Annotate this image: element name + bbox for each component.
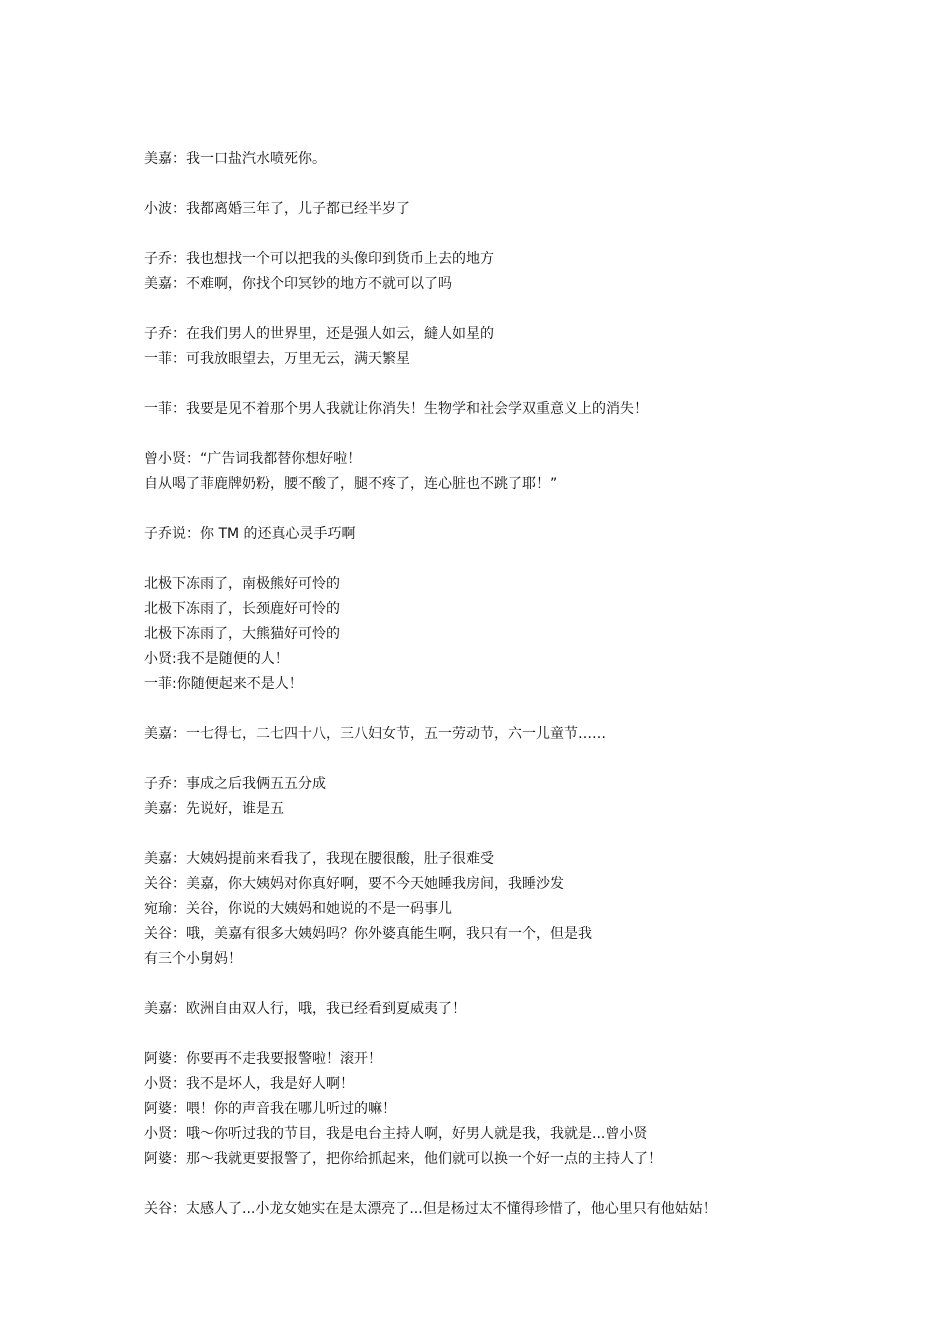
text-line: 子乔：事成之后我俩五五分成 xyxy=(144,776,326,792)
text-line: 小波：我都离婚三年了，儿子都已经半岁了 xyxy=(144,201,410,217)
text-line: 宛瑜：关谷，你说的大姨妈和她说的不是一码事儿 xyxy=(144,901,452,917)
blank-line xyxy=(144,172,934,197)
document-body xyxy=(144,147,934,1222)
text-line: 美嘉：先说好，谁是五 xyxy=(144,801,284,817)
text-line: 阿婆：那～我就更要报警了，把你给抓起来，他们就可以换一个好一点的主持人了！ xyxy=(144,1151,662,1167)
text-line: 有三个小舅妈！ xyxy=(144,951,242,967)
text-line: 美嘉：不难啊，你找个印冥钞的地方不就可以了吗 xyxy=(144,276,452,292)
text-line: 自从喝了菲鹿牌奶粉，腰不酸了，腿不疼了，连心脏也不跳了耶！” xyxy=(144,476,558,492)
blank-line xyxy=(144,297,934,322)
text-line: 阿婆：喂！你的声音我在哪儿听过的嘛！ xyxy=(144,1101,396,1117)
text-line: 子乔：在我们男人的世界里，还是强人如云，繨人如星的 xyxy=(144,326,494,342)
text-line: 关谷：太感人了...小龙女她实在是太漂亮了...但是杨过太不懂得珍惜了，他心里只有他姑姑！ xyxy=(144,1201,717,1217)
blank-line xyxy=(144,747,934,772)
blank-line xyxy=(144,547,934,572)
text-line: 一菲：我要是见不着那个男人我就让你消失！生物学和社会学双重意义上的消失！ xyxy=(144,401,648,417)
text-line: 北极下冻雨了，大熊猫好可怜的 xyxy=(144,626,340,642)
text-line: 关谷：美嘉，你大姨妈对你真好啊，要不今天她睡我房间，我睡沙发 xyxy=(144,876,564,892)
text-line: 子乔：我也想找一个可以把我的头像印到货币上去的地方 xyxy=(144,251,494,267)
blank-line xyxy=(144,372,934,397)
text-line: 小贤：我不是坏人，我是好人啊！ xyxy=(144,1076,354,1092)
blank-line xyxy=(144,497,934,522)
text-line: 曾小贤：“广告词我都替你想好啦！ xyxy=(144,451,362,467)
text-line: 一菲:你随便起来不是人！ xyxy=(144,676,303,692)
text-line: 阿婆：你要再不走我要报警啦！滚开！ xyxy=(144,1051,382,1067)
text-line: 美嘉：一七得七，二七四十八，三八妇女节，五一劳动节，六一儿童节…… xyxy=(144,726,606,742)
text-line: 美嘉：大姨妈提前来看我了，我现在腰很酸，肚子很难受 xyxy=(144,851,494,867)
blank-line xyxy=(144,422,934,447)
text-line: 美嘉：我一口盐汽水喷死你。 xyxy=(144,151,326,167)
text-line: 一菲：可我放眼望去，万里无云，满天繁星 xyxy=(144,351,410,367)
blank-line xyxy=(144,1022,934,1047)
text-line: 子乔说：你 TM 的还真心灵手巧啊 xyxy=(144,526,356,542)
text-line: 关谷：哦，美嘉有很多大姨妈吗？你外婆真能生啊，我只有一个，但是我 xyxy=(144,926,592,942)
text-line: 北极下冻雨了，南极熊好可怜的 xyxy=(144,576,340,592)
blank-line xyxy=(144,972,934,997)
text-line: 小贤：哦～你听过我的节目，我是电台主持人啊，好男人就是我，我就是...曾小贤 xyxy=(144,1126,648,1142)
text-line: 美嘉：欧洲自由双人行，哦，我已经看到夏威夷了！ xyxy=(144,1001,466,1017)
text-line: 北极下冻雨了，长颈鹿好可怜的 xyxy=(144,601,340,617)
blank-line xyxy=(144,822,934,847)
blank-line xyxy=(144,697,934,722)
blank-line xyxy=(144,222,934,247)
text-line: 小贤:我不是随便的人！ xyxy=(144,651,289,667)
blank-line xyxy=(144,1172,934,1197)
